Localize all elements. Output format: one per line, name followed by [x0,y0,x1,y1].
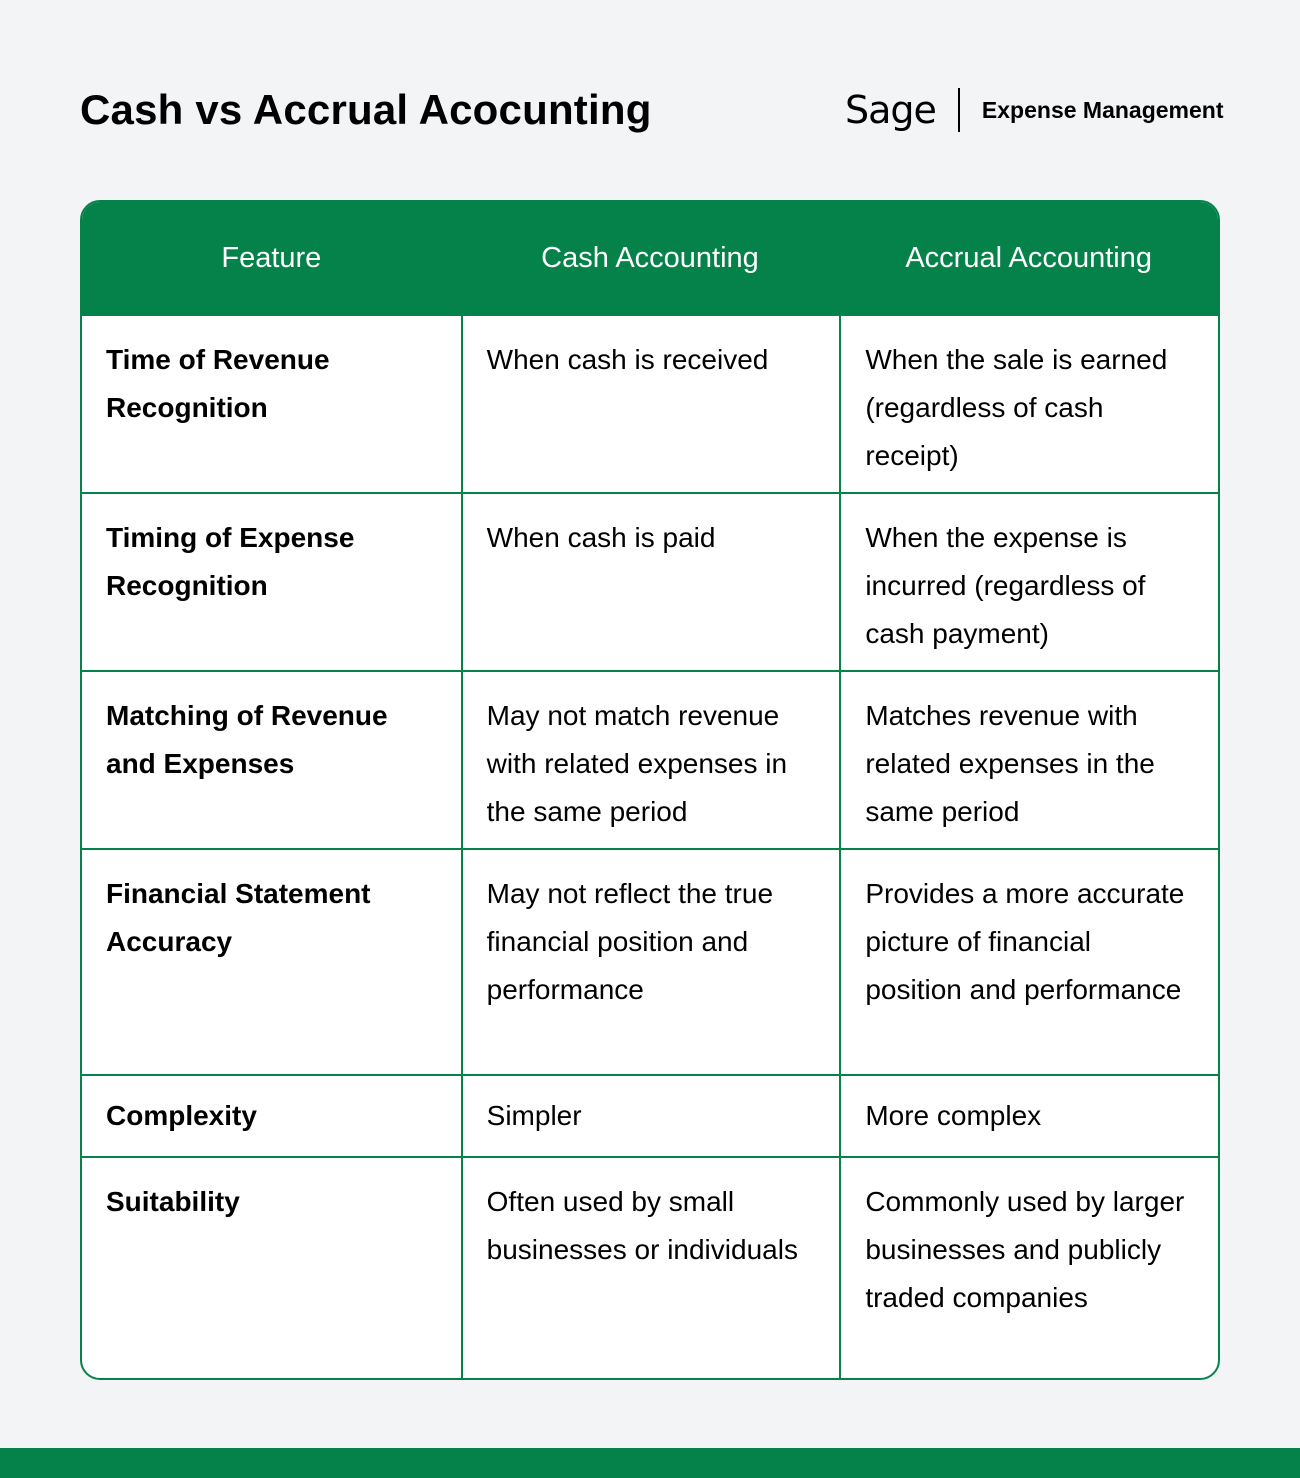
accrual-cell: Provides a more accurate picture of financial position and performance [839,850,1218,1074]
accrual-cell: More complex [839,1076,1218,1156]
accrual-cell: Matches revenue with related expenses in the same period [839,672,1218,848]
table-header [82,202,1218,314]
header-cash: Cash Accounting [541,242,759,274]
cash-cell: May not reflect the true financial position and performance [461,850,840,1074]
footer-bar [0,1448,1300,1478]
cash-cell: When cash is received [461,316,840,492]
header-feature: Feature [221,242,322,274]
cash-cell: Often used by small businesses or individuals [461,1158,840,1378]
header-accrual: Accrual Accounting [905,242,1152,274]
cash-cell: When cash is paid [461,494,840,670]
table-row [82,1074,1218,1156]
brand-divider [958,88,960,132]
feature-cell: Matching of Revenue and Expenses [106,700,388,779]
cash-cell: Simpler [461,1076,840,1156]
cash-cell: May not match revenue with related expenses in the same period [461,672,840,848]
feature-cell: Suitability [106,1186,240,1217]
feature-cell: Financial Statement Accuracy [106,878,371,957]
sage-logo: Sage [845,88,936,132]
table-row [82,492,1218,670]
feature-cell: Timing of Expense Recognition [106,522,355,601]
table-row [82,848,1218,1074]
table-row [82,314,1218,492]
product-name: Expense Management [981,96,1224,123]
feature-cell: Complexity [106,1100,257,1131]
brand-header [845,80,1224,140]
table-row [82,670,1218,848]
accrual-cell: Commonly used by larger businesses and publicly traded companies [839,1158,1218,1378]
accrual-cell: When the sale is earned (regardless of cash receipt) [839,316,1218,492]
table-row [82,1156,1218,1378]
comparison-table [80,200,1220,1380]
accrual-cell: When the expense is incurred (regardless of cash payment) [839,494,1218,670]
feature-cell: Time of Revenue Recognition [106,344,330,423]
page-title: Cash vs Accrual Acocunting [80,86,652,133]
